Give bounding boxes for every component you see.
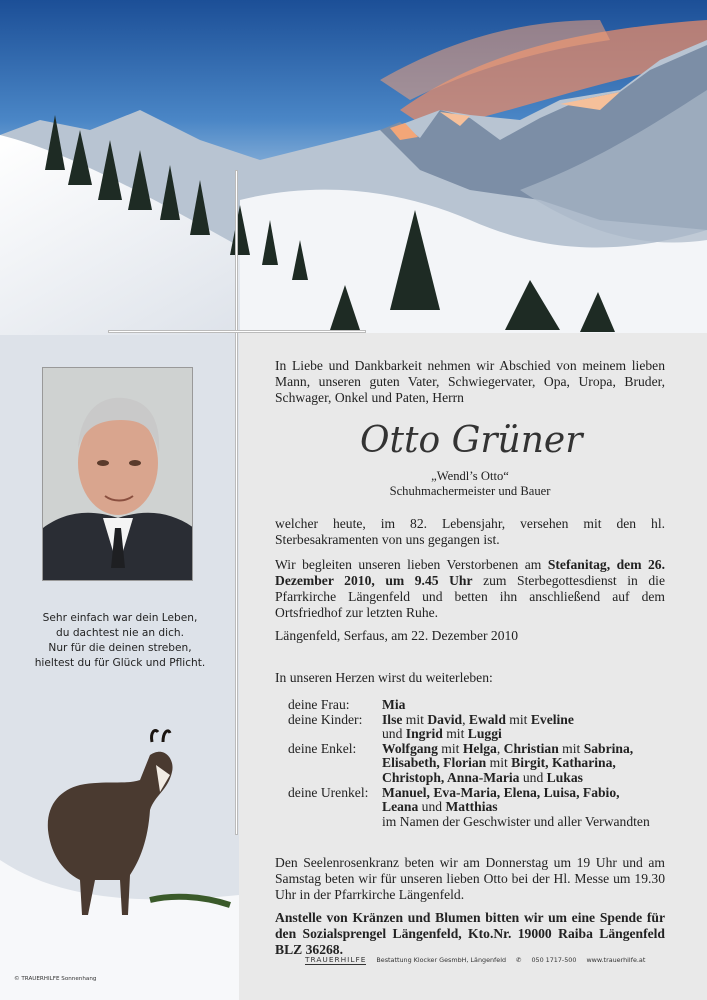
connector: und (418, 799, 446, 815)
poem-line: du dachtest nie an dich. (56, 627, 184, 639)
connector: , (496, 740, 504, 756)
website: www.trauerhilfe.at (586, 956, 646, 964)
member: Birgit, Katharina, (511, 755, 616, 771)
member: Ewald (468, 711, 506, 727)
family-row (288, 771, 688, 786)
family-row (288, 786, 688, 801)
member: Ingrid (405, 726, 443, 742)
member: Sabrina, (583, 740, 634, 756)
family-members (382, 786, 688, 801)
funeral-text-part: Wir begleiten unseren lieben Verstorbenen am (275, 557, 548, 572)
relatives-text: im Namen der Geschwister und aller Verwandten (382, 813, 650, 829)
member: Luggi (467, 726, 502, 742)
portrait-photo (42, 367, 193, 581)
family-members (382, 713, 688, 728)
poem-line: hieltest du für Glück und Pflicht. (34, 657, 206, 669)
family-role-empty (288, 727, 382, 742)
member: Christian (503, 740, 559, 756)
member: Mia (382, 697, 406, 712)
family-row (288, 756, 688, 771)
connector: und (382, 726, 406, 742)
poem (30, 611, 210, 671)
company-name: Bestattung Klocker GesmbH, Längenfeld (376, 956, 507, 964)
family-role-empty (288, 756, 382, 771)
member: Eveline (530, 711, 574, 727)
family-role: deine Urenkel: (288, 784, 369, 800)
poem-line: Nur für die deinen streben, (48, 642, 192, 654)
family-row (288, 800, 688, 815)
phone-icon: ✆ (516, 956, 522, 964)
family-members (382, 800, 688, 815)
funeral-date: Stefanitag, dem 26. Dezember 2010, um 9.45 Uhr (275, 557, 665, 588)
cross-vertical (235, 170, 238, 835)
poem-line: Sehr einfach war dein Leben, (42, 612, 198, 624)
remember-text: In unseren Herzen wirst du weiterleben: (275, 670, 493, 685)
family-role-empty (288, 800, 382, 815)
family-role: deine Frau: (288, 697, 350, 712)
connector: , (462, 711, 469, 727)
connector: und (519, 769, 547, 785)
member: David (427, 711, 463, 727)
profession: Schuhmachermeister und Bauer (389, 484, 551, 498)
intro-text: In Liebe und Dankbarkeit nehmen wir Abschied von meinem lieben Mann, unseren guten Vater, Schwiegervater, Opa, Uropa, Bruder, Schwager, Onkel und Paten, Herrn (275, 358, 665, 405)
donation-text: Anstelle von Kränzen und Blumen bitten wir um eine Spende für den Sozialsprengel Längenfeld, Kto.Nr. 19000 Raiba Längenfeld BLZ 36268. (275, 910, 665, 957)
family-list (288, 698, 688, 829)
member: Helga (462, 740, 497, 756)
family-members (382, 756, 688, 771)
member: Elisabeth, Florian (382, 755, 487, 771)
connector: mit (402, 711, 428, 727)
rosary-text: Den Seelenrosenkranz beten wir am Donnerstag um 19 Uhr und am Samstag beten wir für unseren lieben Otto bei der Hl. Messe um 19.30 Uhr in der Pfarrkirche Längenfeld. (275, 855, 665, 902)
family-row (288, 742, 688, 757)
family-row (288, 727, 688, 742)
footer (305, 950, 705, 970)
trauerhilfe-logo: TRAUERHILFE (305, 955, 367, 964)
member: Matthias (445, 799, 498, 815)
family-members (382, 727, 688, 742)
funeral-text (275, 557, 665, 621)
funeral-text-part: zum Sterbegottesdienst in die Pfarrkirche Längenfeld und betten ihn anschließend auf dem Ortsfriedhof zur letzten Ruhe. (275, 573, 665, 620)
family-role: deine Enkel: (288, 740, 357, 756)
nickname: „Wendl’s Otto“ (431, 469, 509, 483)
connector: mit (486, 755, 512, 771)
family-role: deine Kinder: (288, 711, 363, 727)
member: Manuel, Eva-Maria, Elena, Luisa, Fabio, (382, 784, 620, 800)
member: Lukas (546, 769, 583, 785)
family-members (382, 698, 688, 713)
connector: mit (437, 740, 463, 756)
connector: mit (505, 711, 531, 727)
family-row (288, 815, 688, 830)
connector: mit (442, 726, 468, 742)
family-members (382, 771, 688, 786)
family-row (288, 698, 688, 713)
family-role-empty (288, 771, 382, 786)
family-role-empty (288, 815, 382, 830)
member: Leana (382, 799, 419, 815)
member: Ilse (382, 711, 403, 727)
phone-number: 050 1717-500 (531, 956, 577, 964)
family-row (288, 713, 688, 728)
connector: mit (558, 740, 584, 756)
place-date: Längenfeld, Serfaus, am 22. Dezember 2010 (275, 628, 519, 643)
death-text: welcher heute, im 82. Lebensjahr, versehen mit den hl. Sterbesakramenten von uns gegangen ist. (275, 516, 665, 547)
member: Wolfgang (382, 740, 438, 756)
family-members (382, 742, 688, 757)
copyright: © TRAUERHILFE Sonnenhang (14, 976, 97, 982)
deceased-name: Otto Grüner (360, 420, 583, 461)
member: Christoph, Anna-Maria (382, 769, 520, 785)
